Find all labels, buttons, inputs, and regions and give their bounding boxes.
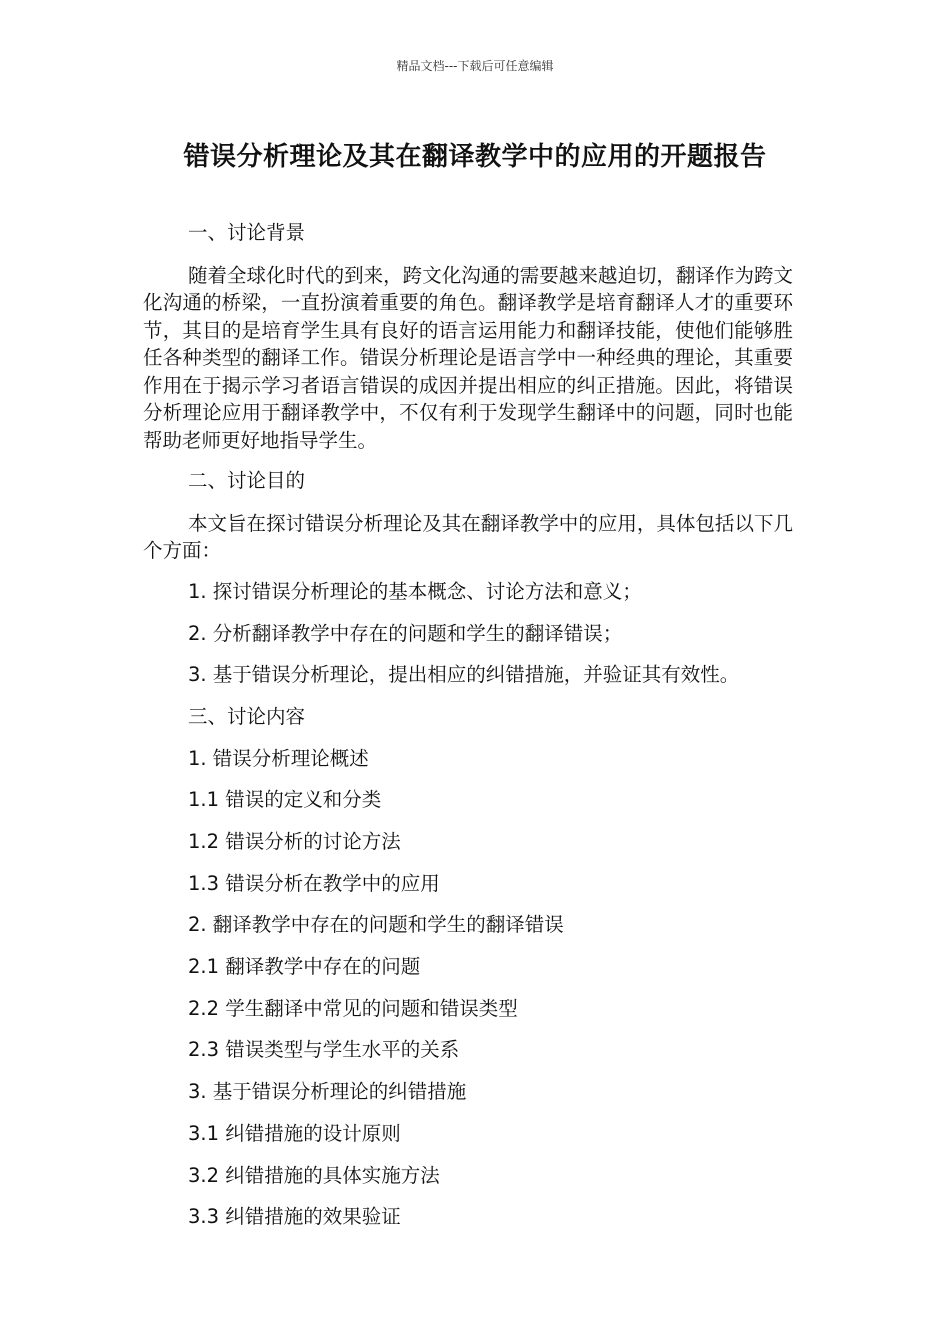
outline-item: 1.2 错误分析的讨论方法 xyxy=(188,830,401,853)
outline-item: 2.3 错误类型与学生水平的关系 xyxy=(188,1038,460,1062)
outline-item: 2. 翻译教学中存在的问题和学生的翻译错误 xyxy=(188,913,564,937)
purpose-item: 2. 分析翻译教学中存在的问题和学生的翻译错误； xyxy=(188,621,623,645)
outline-item: 3.1 纠错措施的设计原则 xyxy=(188,1121,401,1145)
header-note: 精品文档---下载后可任意编辑 xyxy=(396,59,554,73)
document-body xyxy=(143,212,793,1238)
outline-item: 1.3 错误分析在教学中的应用 xyxy=(188,871,440,895)
outline-item: 2.1 翻译教学中存在的问题 xyxy=(188,955,421,979)
paragraph-background: 随着全球化时代的到来，跨文化沟通的需要越来越迫切，翻译作为跨文化沟通的桥梁，一直扮演着重要的角色。翻译教学是培育翻译人才的重要环节，其目的是培育学生具有良好的语言运用能力和翻译技能，使他们能够胜任各种类型的翻译工作。错误分析理论是语言学中一种经典的理论，其重要作用在于揭示学习者语言错误的成因并提出相应的纠正措施。因此，将错误分析理论应用于翻译教学中，不仅有利于发现学生翻译中的问题，同时也能帮助老师更好地指导学生。 xyxy=(143,263,793,452)
section-heading-content: 三、讨论内容 xyxy=(188,704,306,728)
outline-item: 1.1 错误的定义和分类 xyxy=(188,788,382,812)
outline-item: 2.2 学生翻译中常见的问题和错误类型 xyxy=(188,996,518,1020)
document-title: 错误分析理论及其在翻译教学中的应用的开题报告 xyxy=(183,142,767,172)
section-heading-background: 一、讨论背景 xyxy=(188,221,306,244)
outline-item: 3.3 纠错措施的效果验证 xyxy=(188,1205,401,1229)
purpose-item: 1. 探讨错误分析理论的基本概念、讨论方法和意义； xyxy=(188,579,642,603)
section-heading-purpose: 二、讨论目的 xyxy=(188,469,306,493)
paragraph-purpose: 本文旨在探讨错误分析理论及其在翻译教学中的应用，具体包括以下几个方面： xyxy=(143,511,793,563)
outline-item: 1. 错误分析理论概述 xyxy=(188,746,369,770)
purpose-item: 3. 基于错误分析理论，提出相应的纠错措施，并验证其有效性。 xyxy=(188,663,740,687)
outline-item: 3.2 纠错措施的具体实施方法 xyxy=(188,1163,440,1187)
outline-item: 3. 基于错误分析理论的纠错措施 xyxy=(188,1080,467,1104)
